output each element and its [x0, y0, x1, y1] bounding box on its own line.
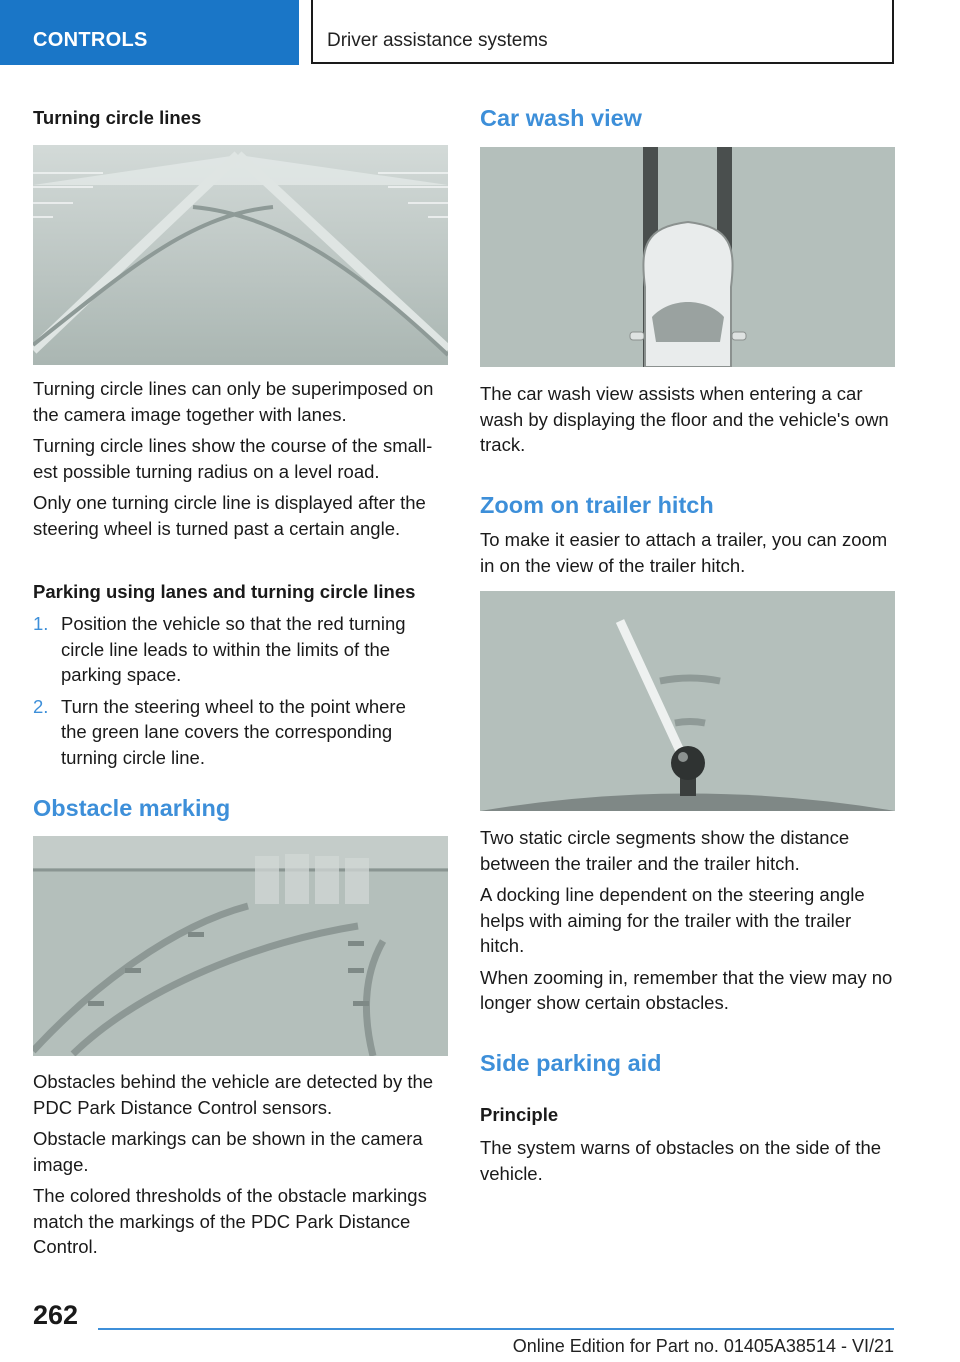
obstacle-paragraph-3: The colored thresholds of the obstacle markings match the markings of the PDC Park Distance Control.: [33, 1185, 427, 1257]
footer-edition: Online Edition for Part no. 01405A38514 - VI/21: [512, 1336, 894, 1356]
turning-paragraph-3: Only one turning circle line is displayed after the steering wheel is turned past a certain angle.: [33, 492, 426, 539]
list-item: 2. Turn the steering wheel to the point where the green lane covers the corresponding turning circle line.: [33, 695, 406, 768]
turning-paragraph-2: Turning circle lines show the course of the small‐est possible turning radius on a level road.: [33, 435, 433, 482]
turning-paragraph-1: Turning circle lines can only be superimposed on the camera image together with lanes.: [33, 378, 434, 425]
side-parking-aid-heading: Side parking aid: [480, 1050, 662, 1076]
parking-heading: Parking using lanes and turning circle lines: [33, 581, 416, 602]
obstacle-marking-figure: [33, 836, 448, 1056]
obstacle-marking-heading: Obstacle marking: [33, 795, 231, 821]
car-wash-figure: [480, 147, 895, 367]
turning-circle-lines-figure: [33, 145, 448, 365]
page-number: 262: [33, 1300, 79, 1330]
chapter-tab: [311, 0, 894, 64]
principle-heading: Principle: [480, 1104, 559, 1125]
principle-paragraph: The system warns of obstacles on the side of the vehicle.: [480, 1137, 882, 1184]
obstacle-paragraph-2: Obstacle markings can be shown in the camera image.: [33, 1128, 423, 1175]
section-tab: [0, 0, 299, 65]
zoom-trailer-hitch-heading: Zoom on trailer hitch: [480, 492, 714, 518]
trailer-hitch-figure: [480, 591, 895, 811]
list-item: 1. Position the vehicle so that the red turning circle line leads to within the limits of the parking space.: [33, 613, 406, 685]
chapter-title: Driver assistance systems: [327, 30, 548, 51]
zoom-paragraph-2: Two static circle segments show the distance between the trailer and the trailer hitch.: [480, 827, 850, 874]
zoom-paragraph-3: A docking line dependent on the steering angle helps with aiming for the trailer with the trailer hitch.: [480, 884, 865, 956]
car-wash-heading: Car wash view: [480, 105, 642, 131]
turning-circle-heading: Turning circle lines: [33, 107, 202, 128]
car-wash-paragraph-1: The car wash view assists when entering a car wash by displaying the floor and the vehicle's own track.: [480, 383, 889, 455]
parking-steps-list: [33, 611, 433, 770]
zoom-paragraph-4: When zooming in, remember that the view may no longer show certain obstacles.: [480, 966, 893, 1013]
footer-divider: [98, 1328, 894, 1330]
zoom-paragraph-1: To make it easier to attach a trailer, you can zoom in on the view of the trailer hitch.: [480, 529, 888, 576]
section-title: CONTROLS: [33, 29, 148, 51]
obstacle-paragraph-1: Obstacles behind the vehicle are detected by the PDC Park Distance Control sensors.: [33, 1071, 434, 1118]
